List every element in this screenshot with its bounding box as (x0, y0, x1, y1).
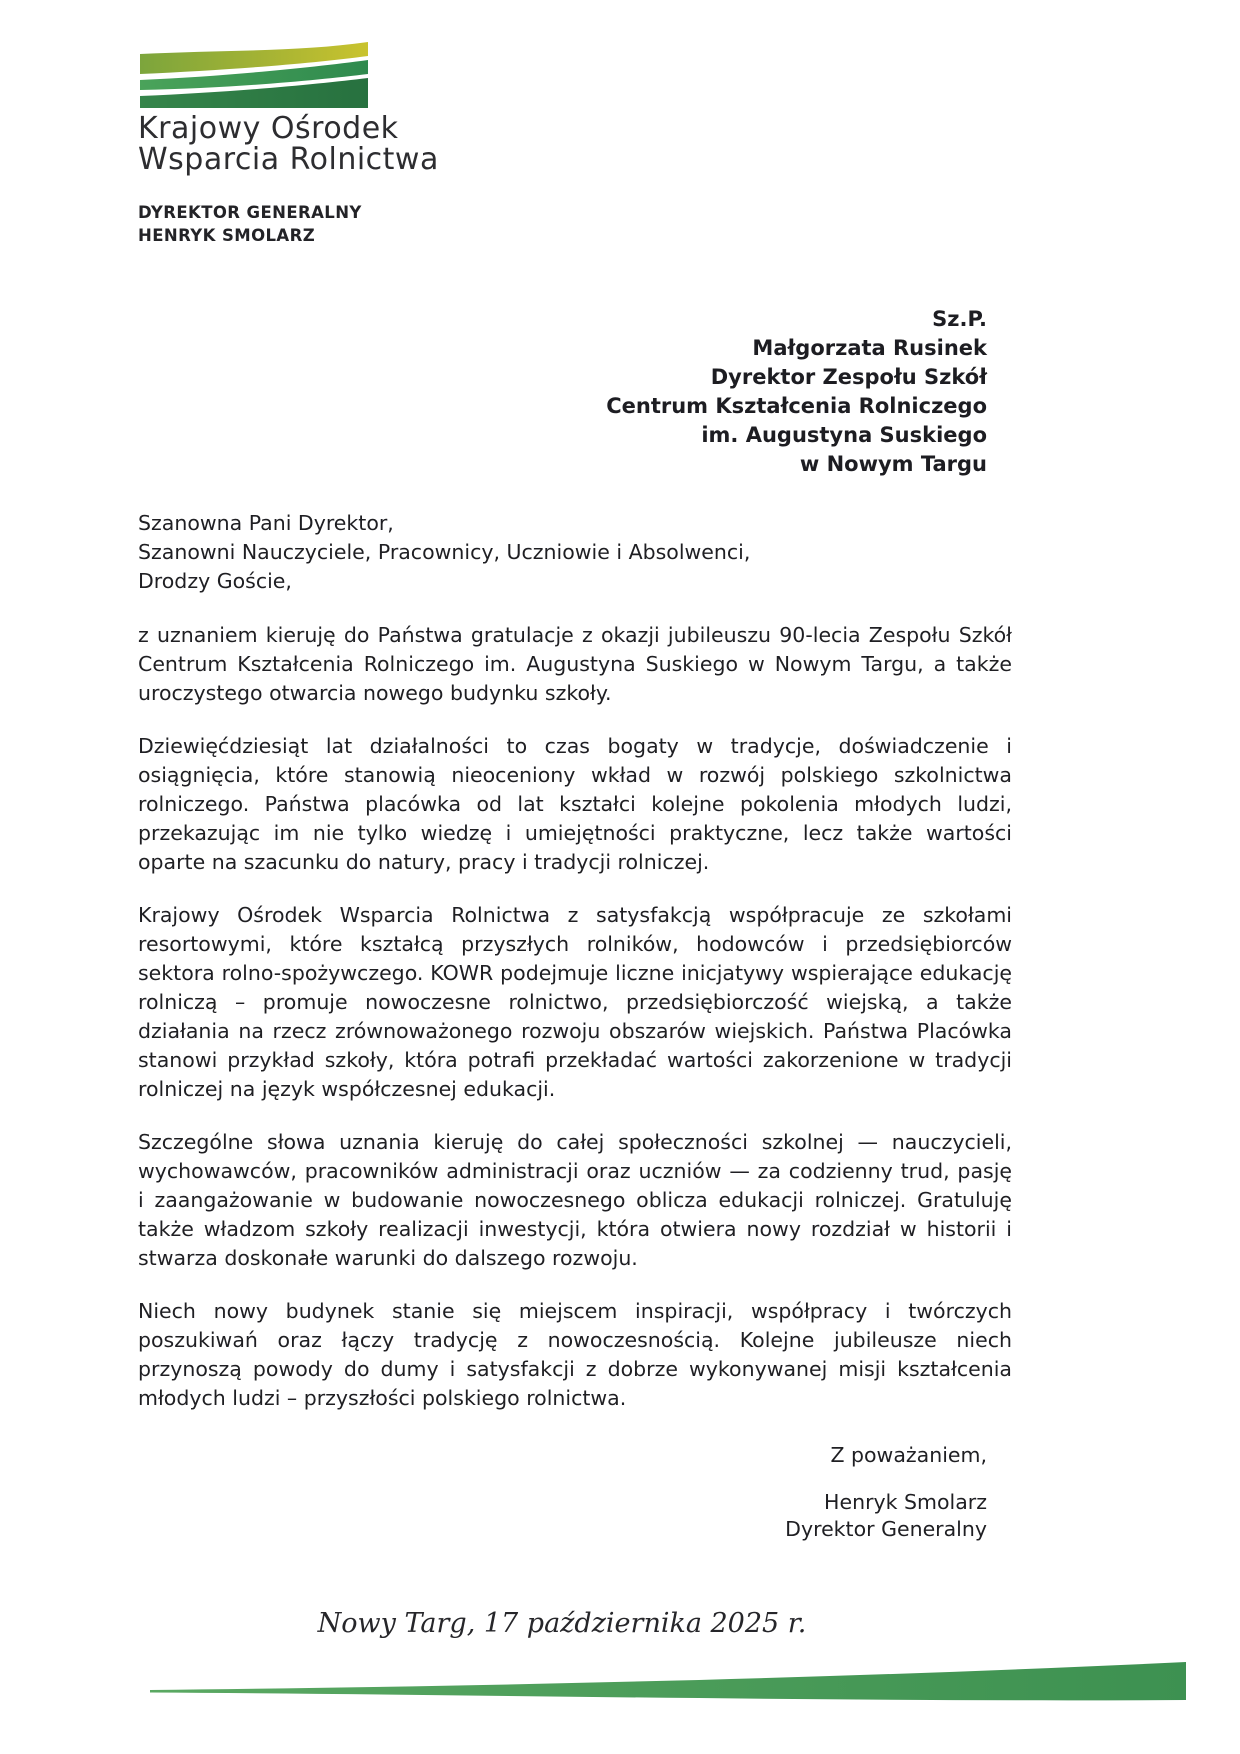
body-paragraph: z uznaniem kieruję do Państwa gratulacje z okazji jubileuszu 90-lecia Zespołu Szkół Centrum Kształcenia Rolniczego im. Augustyna Suskiego w Nowym Targu, a także uroczystego otwarcia nowego budynku szkoły. (138, 623, 1012, 705)
salutation-line: Drodzy Goście, (138, 569, 292, 593)
salutation-line: Szanowna Pani Dyrektor, (138, 511, 394, 535)
org-name-line1: Krajowy Ośrodek (138, 111, 399, 146)
signatory-title: Dyrektor Generalny (785, 1517, 987, 1541)
body-paragraph: Niech nowy budynek stanie się miejscem inspiracji, współpracy i twórczych poszukiwań oraz łączy tradycję z nowoczesnością. Kolejne jubileusze niech przynoszą powody do dumy i satysfakcji z dobrze wykonywanej misji kształcenia młodych ludzi – przyszłości polskiego rolnictwa. (138, 1299, 1012, 1410)
valediction: Z poważaniem, (830, 1443, 987, 1467)
recipient-block (138, 305, 1012, 479)
signature-block (138, 1489, 1012, 1543)
letterhead (138, 40, 1012, 247)
recipient-institution: Centrum Kształcenia Rolniczego (606, 394, 987, 418)
org-name (138, 113, 1012, 175)
recipient-name: Małgorzata Rusinek (752, 336, 987, 360)
salutation-line: Szanowni Nauczyciele, Pracownicy, Uczniowie i Absolwenci, (138, 540, 751, 564)
body-paragraph: Krajowy Ośrodek Wsparcia Rolnictwa z satysfakcją współpracuje ze szkołami resortowymi, które kształcą przyszłych rolników, hodowców i przedsiębiorców sektora rolno-spożywczego. KOWR podejmuje liczne inicjatywy wspierające edukację rolniczą – promuje nowoczesne rolnictwo, przedsiębiorczość wiejską, a także działania na rzecz zrównoważonego rozwoju obszarów wiejskich. Państwa Placówka stanowi przykład szkoły, która potrafi przekładać wartości zakorzenione w tradycji rolniczej na język współczesnej edukacji. (138, 903, 1012, 1101)
recipient-honorific: Sz.P. (932, 307, 987, 331)
footer-swoosh-icon (150, 1660, 1186, 1704)
salutation-block (138, 509, 1012, 596)
recipient-city: w Nowym Targu (799, 452, 987, 476)
sender-name: HENRYK SMOLARZ (138, 226, 316, 245)
kowr-logo-icon (138, 40, 370, 108)
signatory-name: Henryk Smolarz (824, 1490, 987, 1514)
recipient-title: Dyrektor Zespołu Szkół (710, 365, 987, 389)
org-name-line2: Wsparcia Rolnictwa (138, 142, 439, 177)
body-paragraph: Szczególne słowa uznania kieruję do całej społeczności szkolnej — nauczycieli, wychowawców, pracowników administracji oraz uczniów — za codzienny trud, pasję i zaangażowanie w budowanie nowoczesnego oblicza edukacji rolniczej. Gratuluję także władzom szkoły realizacji inwestycji, która otwiera nowy rozdział w historii i stwarza doskonałe warunki do dalszego rozwoju. (138, 1130, 1012, 1270)
sender-block (138, 201, 1012, 247)
body-paragraph: Dziewięćdziesiąt lat działalności to czas bogaty w tradycje, doświadczenie i osiągnięcia, które stanowią nieoceniony wkład w rozwój polskiego szkolnictwa rolniczego. Państwa placówka od lat kształci kolejne pokolenia młodych ludzi, przekazując im nie tylko wiedzę i umiejętności praktyczne, lecz także wartości oparte na szacunku do natury, pracy i tradycji rolniczej. (138, 734, 1012, 874)
letter-body (138, 621, 1012, 1413)
sender-title: DYREKTOR GENERALNY (138, 203, 362, 222)
dateline: Nowy Targ, 17 października 2025 r. (317, 1608, 807, 1639)
recipient-patron: im. Augustyna Suskiego (701, 423, 987, 447)
